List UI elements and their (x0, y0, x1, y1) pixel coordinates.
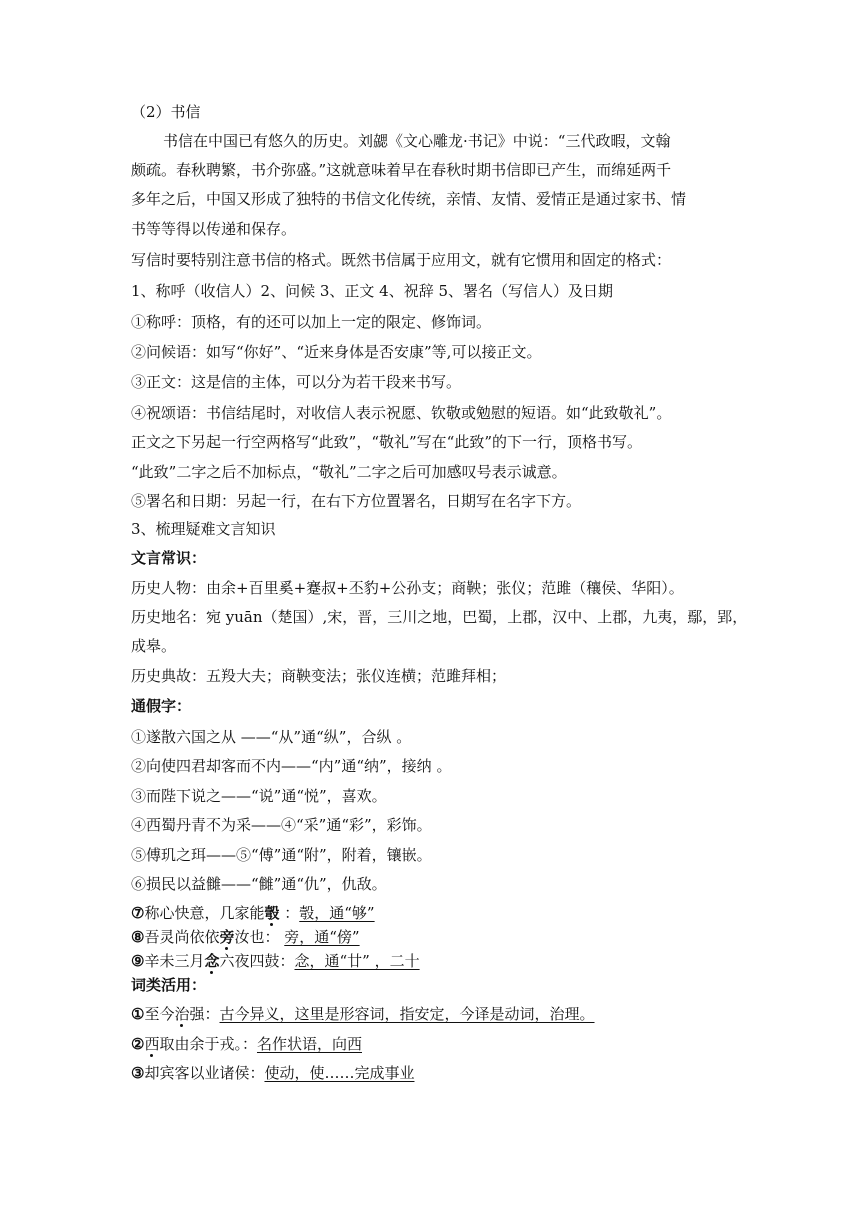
annotation: 念，通“廿” ，二十 (294, 952, 420, 970)
paragraph-line: 历史地名：宛 yuān（楚国）,宋，晋，三川之地，巴蜀，上郡，汉中、上郡，九夷，鄢，郢， (131, 608, 748, 626)
list-item: ⑤傅玑之珥——⑤“傅”通“附”，附着，镶嵌。 (131, 846, 432, 864)
item-text: 取由余于戎。： (159, 1035, 257, 1053)
paragraph-line: 书等等得以传递和保存。 (131, 220, 297, 238)
item-number: ① (131, 1005, 145, 1023)
item-number: ③ (131, 1064, 145, 1082)
list-item (131, 1004, 595, 1024)
annotation: 旁，通“傍” (284, 928, 360, 946)
paragraph-line: 历史人物：由余+百里奚+蹇叔+丕豹+公孙支；商鞅；张仪；范雎（穰侯、华阳）。 (131, 579, 684, 597)
list-item: ⑤署名和日期：另起一行，在右下方位置署名，日期写在名字下方。 (131, 492, 582, 510)
list-item: ①遂散六国之从 ——“从”通“纵”，合纵 。 (131, 728, 412, 746)
list-item: ④西蜀丹青不为采——④“采”通“彩”，彩饰。 (131, 816, 432, 834)
format-list: 1、称呼（收信人）2、问候 3、正文 4、祝辞 5、署名（写信人）及日期 (131, 282, 614, 300)
item-number: ② (131, 1035, 145, 1053)
emphasis-char: 治 (174, 1005, 190, 1023)
item-text: ： (279, 904, 300, 922)
item-number: ⑨ (131, 952, 145, 970)
subsection-title: 通假字： (131, 697, 192, 715)
list-item: ③而陛下说之——“说”通“悦”，喜欢。 (131, 787, 387, 805)
list-item: 正文之下另起一行空两格写“此致”，“敬礼”写在“此致”的下一行，顶格书写。 (131, 433, 643, 451)
list-item (131, 1063, 414, 1083)
item-text: 称心快意，几家能 (144, 904, 265, 922)
list-item: ⑥损民以益雠——“雠”通“仇”，仇敌。 (131, 875, 387, 893)
item-number: ⑦ (131, 904, 145, 922)
list-item (131, 903, 375, 923)
paragraph-line: 颇疏。春秋聘繁，书介弥盛。”这就意味着早在春秋时期书信即已产生，而绵延两千 (131, 161, 672, 179)
emphasis-char: 西 (144, 1035, 160, 1053)
list-item (131, 951, 420, 971)
list-item: ②问候语：如写“你好”、“近来身体是否安康”等,可以接正文。 (131, 343, 542, 361)
paragraph-line: 书信在中国已有悠久的历史。刘勰《文心雕龙·书记》中说：“三代政暇，文翰 (163, 132, 671, 150)
item-text: 汝也： (234, 928, 285, 946)
emphasis-char: 旁 (219, 928, 235, 946)
paragraph-line: 多年之后，中国又形成了独特的书信文化传统，亲情、友情、爱情正是通过家书、情 (131, 190, 687, 208)
list-item (131, 927, 360, 947)
section-heading: 3、梳理疑难文言知识 (131, 520, 276, 538)
emphasis-char: 念 (204, 952, 220, 970)
item-text: 至今 (144, 1005, 175, 1023)
list-item: ③正文：这是信的主体，可以分为若干段来书写。 (131, 373, 462, 391)
paragraph-line: 历史典故：五羖大夫；商鞅变法；张仪连横；范雎拜相； (131, 667, 507, 685)
item-text: 辛未三月 (144, 952, 205, 970)
list-item (131, 1034, 362, 1054)
item-text: 强： (189, 1005, 220, 1023)
annotation: 名作状语，向西 (256, 1035, 362, 1053)
subsection-title: 文言常识： (131, 549, 207, 567)
item-text: 六夜四鼓： (219, 952, 295, 970)
section-heading: （2）书信 (131, 103, 201, 121)
list-item: ①称呼：顶格，有的还可以加上一定的限定、修饰词。 (131, 313, 492, 331)
annotation: 使动，使……完成事业 (264, 1064, 415, 1082)
subsection-title: 词类活用： (131, 976, 207, 994)
paragraph-line: 写信时要特别注意书信的格式。既然书信属于应用文，就有它惯用和固定的格式： (131, 251, 672, 269)
list-item: “此致”二字之后不加标点，“敬礼”二字之后可加感叹号表示诚意。 (131, 463, 567, 481)
annotation: 古今异义，这里是形容词，指安定，今译是动词，治理。 (219, 1005, 595, 1023)
list-item: ④祝颂语：书信结尾时，对收信人表示祝愿、钦敬或勉慰的短语。如“此致敬礼”。 (131, 404, 672, 422)
list-item: ②向使四君却客而不内——“内”通“纳”，接纳 。 (131, 757, 452, 775)
emphasis-char: 彀 (264, 904, 280, 922)
item-text: 吾灵尚依依 (144, 928, 220, 946)
paragraph-line: 成皋。 (131, 637, 177, 655)
item-number: ⑧ (131, 928, 145, 946)
item-text: 却宾客以业诸侯： (144, 1064, 265, 1082)
annotation: 彀，通“够” (299, 904, 375, 922)
